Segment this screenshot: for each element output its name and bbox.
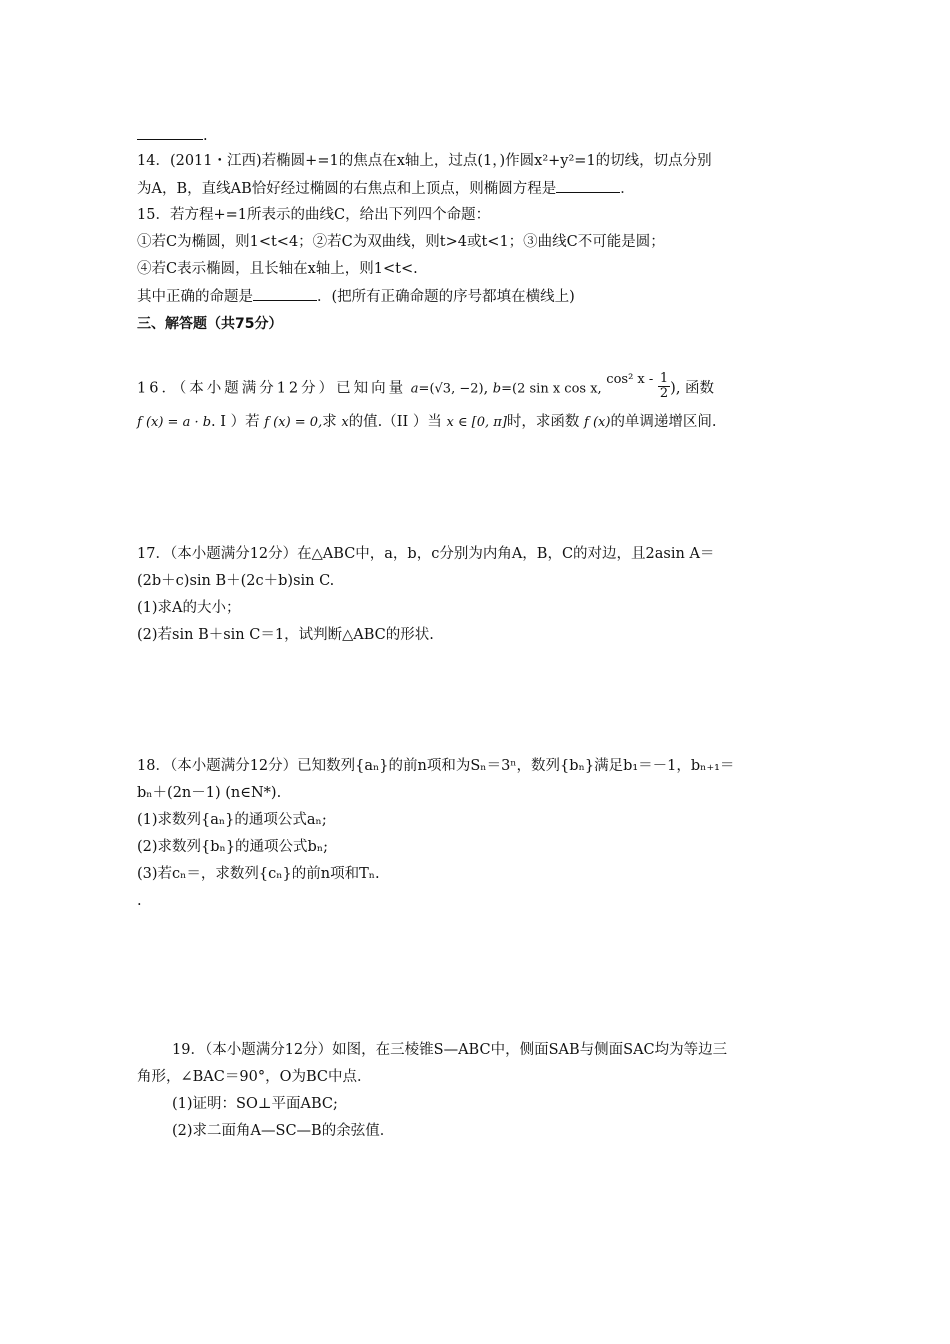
q16-line1: 16．（本小题满分12分）已知向量 a=(√3, −2), b=(2 sin x cos x, cos² x - $\frac{1}{2}$ ), 函数	[137, 371, 715, 401]
q17-line1: 17．（本小题满分12分）在△ABC中，a，b，c分别为内角A，B，C的对边，且2asin A＝	[137, 546, 715, 562]
vector-b: b=(2 sin x cos x,	[492, 381, 602, 397]
vector-a: a=(√3, −2)	[410, 381, 484, 397]
q14-line2: 为A，B，直线AB恰好经过椭圆的右焦点和上顶点，则椭圆方程是 ．	[137, 178, 635, 199]
q19-line4: (2)求二面角A—SC—B的余弦值．	[172, 1123, 395, 1139]
q18-line4: (2)求数列{bₙ}的通项公式bₙ;	[137, 839, 328, 855]
q17-line4: (2)若sin B＋sin C＝1，试判断△ABC的形状.	[137, 627, 434, 643]
q19-line3: (1)证明：SO⊥平面ABC;	[172, 1096, 338, 1112]
q15-line3: ④若C表示椭圆，且长轴在x轴上，则1<t<.	[137, 261, 418, 277]
q14-line1: 14．(2011・江西)若椭圆+=1的焦点在x轴上，过点(1，)作圆x²+y²=1的切线，切点分别	[137, 153, 712, 169]
q18-line3: (1)求数列{aₙ}的通项公式aₙ;	[137, 812, 327, 828]
q13-tail: .	[137, 125, 208, 146]
section-heading: 三、解答题（共75分）	[137, 316, 283, 332]
q17-line3: (1)求A的大小；	[137, 600, 241, 616]
q18-line6: .	[137, 893, 142, 909]
q15-line2: ①若C为椭圆，则1<t<4；②若C为双曲线，则t>4或t<1；③曲线C不可能是圆；	[137, 234, 665, 250]
q15-line1: 15．若方程+=1所表示的曲线C，给出下列四个命题：	[137, 207, 491, 223]
q17-line2: (2b＋c)sin B＋(2c＋b)sin C.	[137, 573, 335, 589]
fraction-half: $\frac{1}{2}$	[659, 371, 669, 401]
q18-line2: bₙ＋(2n－1) (n∈N*).	[137, 785, 282, 801]
q18-line1: 18．（本小题满分12分）已知数列{aₙ}的前n项和为Sₙ＝3ⁿ，数列{bₙ}满足b₁＝－1，bₙ₊₁＝	[137, 758, 735, 774]
answer-blank	[556, 178, 620, 193]
q19-line1: 19．（本小题满分12分）如图，在三棱锥S—ABC中，侧面SAB与侧面SAC均为等边三	[172, 1042, 728, 1058]
answer-blank	[137, 125, 203, 140]
answer-blank	[253, 286, 317, 301]
q19-line2: 角形，∠BAC＝90°，O为BC中点．	[137, 1069, 372, 1085]
q16-line2: f (x) = a · b. I ）若 f (x) = 0,求 x的值.（II ）当 x ∈ [0, π]时，求函数 f (x)的单调递增区间.	[137, 414, 717, 430]
q15-line4: 其中正确的命题是 ．(把所有正确命题的序号都填在横线上)	[137, 286, 575, 307]
q18-line5: (3)若cₙ＝，求数列{cₙ}的前n项和Tₙ.	[137, 866, 380, 882]
